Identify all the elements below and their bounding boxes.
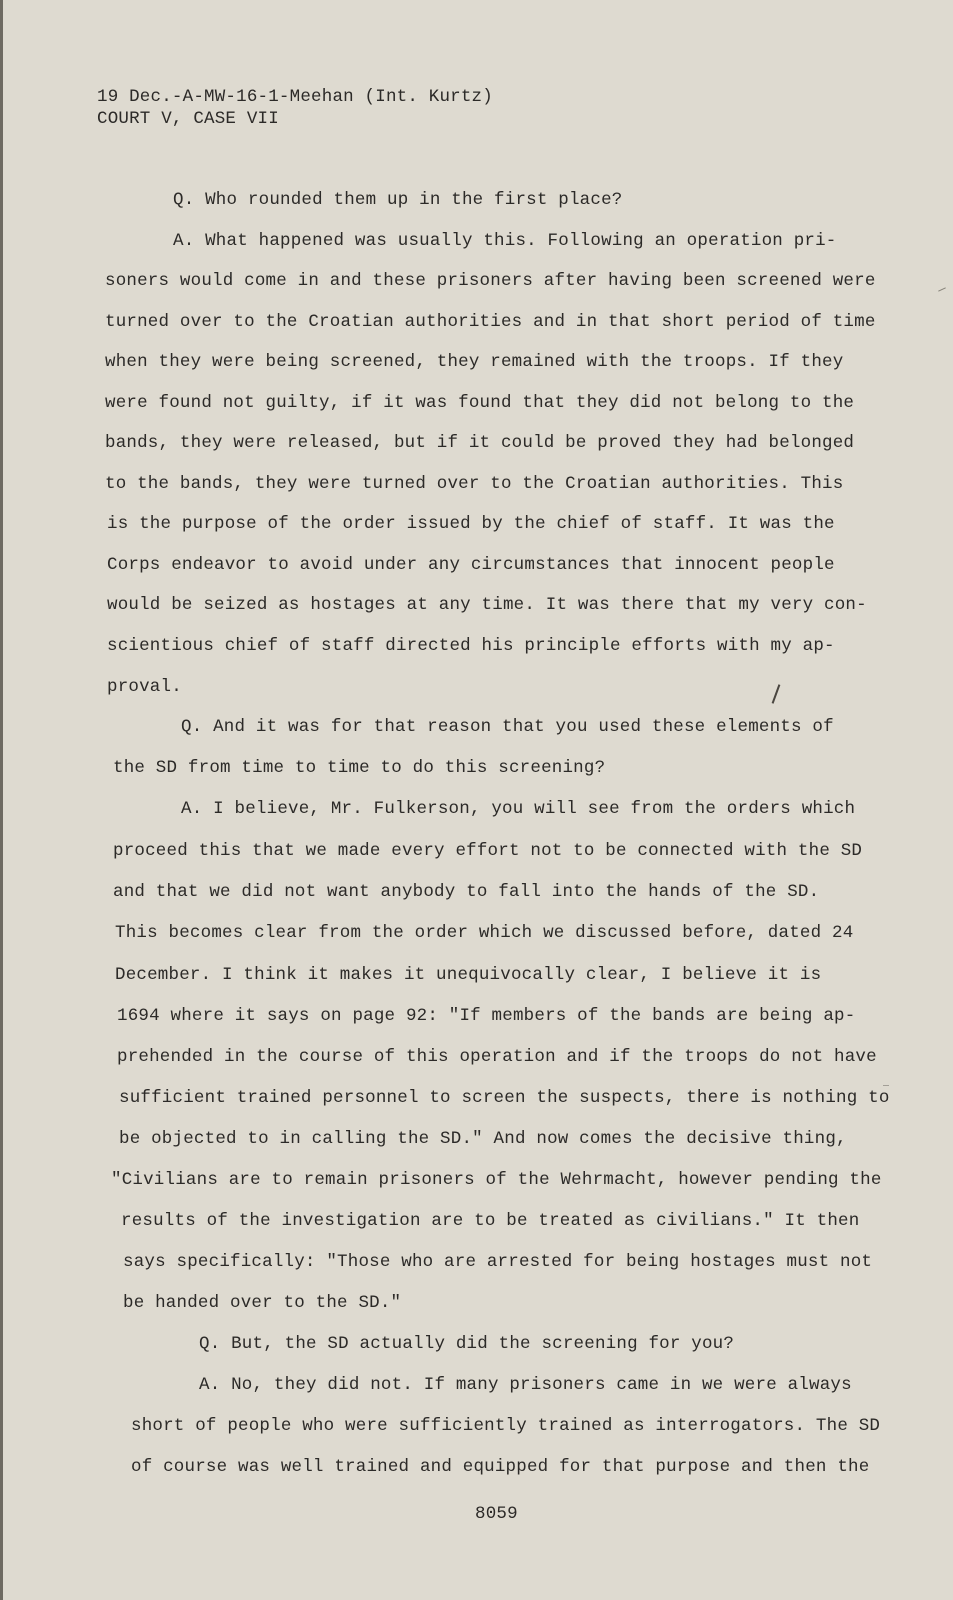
- transcript-line: Corps endeavor to avoid under any circumstances that innocent people: [107, 555, 835, 575]
- transcript-body: [3, 0, 953, 1600]
- transcript-line: soners would come in and these prisoners after having been screened were: [105, 271, 876, 291]
- margin-mark: [883, 1085, 889, 1086]
- transcript-line: be handed over to the SD.": [123, 1293, 402, 1313]
- transcript-line: prehended in the course of this operation and if the troops do not have: [117, 1047, 877, 1067]
- transcript-line: to the bands, they were turned over to the Croatian authorities. This: [105, 474, 844, 494]
- transcript-line: bands, they were released, but if it could be proved they had belonged: [105, 433, 855, 453]
- transcript-line: of course was well trained and equipped for that purpose and then the: [131, 1457, 870, 1477]
- transcript-line: and that we did not want anybody to fall into the hands of the SD.: [113, 882, 820, 902]
- transcript-line: Q. But, the SD actually did the screening for you?: [199, 1334, 735, 1354]
- transcript-line: be objected to in calling the SD." And now comes the decisive thing,: [119, 1129, 847, 1149]
- transcript-line: the SD from time to time to do this screening?: [113, 758, 606, 778]
- transcript-line: "Civilians are to remain prisoners of the Wehrmacht, however pending the: [111, 1170, 882, 1190]
- transcript-line: 1694 where it says on page 92: "If members of the bands are being ap-: [117, 1006, 856, 1026]
- transcript-line: would be seized as hostages at any time. It was there that my very con-: [107, 595, 867, 615]
- page-number: 8059: [475, 1504, 518, 1524]
- transcript-line: proceed this that we made every effort not to be connected with the SD: [113, 841, 863, 861]
- transcript-line: short of people who were sufficiently trained as interrogators. The SD: [131, 1416, 881, 1436]
- transcript-line: A. I believe, Mr. Fulkerson, you will see from the orders which: [181, 799, 856, 819]
- transcript-line: Q. And it was for that reason that you used these elements of: [181, 717, 834, 737]
- header-session-line: 19 Dec.-A-MW-16-1-Meehan (Int. Kurtz): [97, 87, 493, 107]
- transcript-line: proval.: [107, 677, 182, 697]
- transcript-line: when they were being screened, they remained with the troops. If they: [105, 352, 844, 372]
- transcript-line: turned over to the Croatian authorities and in that short period of time: [105, 312, 876, 332]
- transcript-line: results of the investigation are to be treated as civilians." It then: [121, 1211, 860, 1231]
- transcript-line: December. I think it makes it unequivocally clear, I believe it is: [115, 965, 822, 985]
- transcript-line: This becomes clear from the order which we discussed before, dated 24: [115, 923, 854, 943]
- transcript-line: says specifically: "Those who are arrested for being hostages must not: [123, 1252, 873, 1272]
- transcript-line: is the purpose of the order issued by the chief of staff. It was the: [107, 514, 835, 534]
- transcript-line: A. What happened was usually this. Following an operation pri-: [173, 231, 837, 251]
- transcript-line: sufficient trained personnel to screen the suspects, there is nothing to: [119, 1088, 890, 1108]
- transcript-line: were found not guilty, if it was found that they did not belong to the: [105, 393, 855, 413]
- header-court-case-line: COURT V, CASE VII: [97, 109, 279, 129]
- transcript-line: scientious chief of staff directed his principle efforts with my ap-: [107, 636, 835, 656]
- transcript-line: A. No, they did not. If many prisoners came in we were always: [199, 1375, 852, 1395]
- transcript-line: Q. Who rounded them up in the first place?: [173, 190, 623, 210]
